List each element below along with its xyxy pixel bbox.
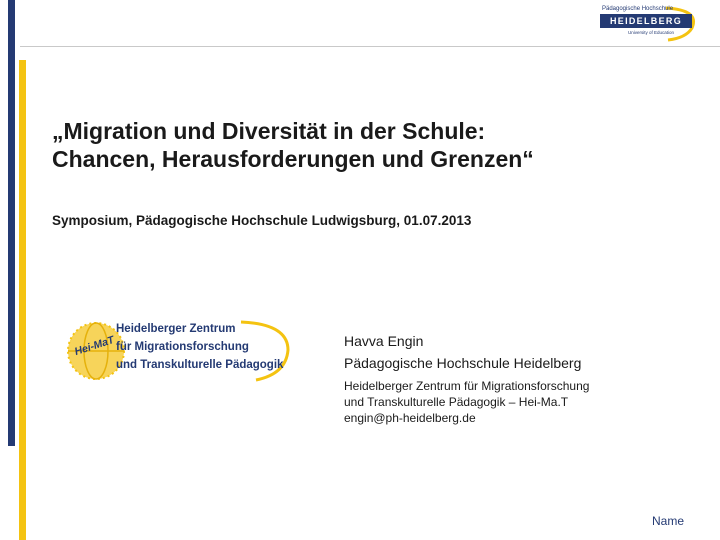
ph-logo-tagline: University of Education [628,30,675,35]
hei-mat-wordmark [116,320,283,374]
author-block [344,330,589,426]
hei-mat-line-1: Heidelberger Zentrum [116,323,236,335]
author-center-line-1: Heidelberger Zentrum für Migrationsforschung [344,379,590,393]
author-center-line-2: und Transkulturelle Pädagogik – Hei-Ma.T [344,395,569,409]
author-email: engin@ph-heidelberg.de [344,411,476,425]
hei-mat-line-3: und Transkulturelle Pädagogik [116,359,284,371]
hei-mat-badge: Hei-MaT [73,333,116,359]
slide-subtitle: Symposium, Pädagogische Hochschule Ludwigsburg, 01.07.2013 [52,213,472,228]
author-name: Havva Engin [344,333,424,349]
ph-logo-wordmark: HEIDELBERG [600,14,692,28]
title-line-2: Chancen, Herausforderungen und Grenzen“ [52,146,534,172]
hei-mat-line-2: für Migrationsforschung [116,341,249,353]
left-accent-bar-navy [8,0,15,446]
ph-heidelberg-logo [596,6,706,42]
left-accent-bar-gold [19,60,26,540]
title-line-1: „Migration und Diversität in der Schule: [52,118,486,144]
author-institution: Pädagogische Hochschule Heidelberg [344,355,582,371]
hei-mat-logo [66,316,306,386]
header-divider [20,46,720,47]
ph-logo-top-text: Pädagogische Hochschule [602,6,674,12]
slide-title [52,117,534,173]
footer-name: Name [652,514,685,528]
